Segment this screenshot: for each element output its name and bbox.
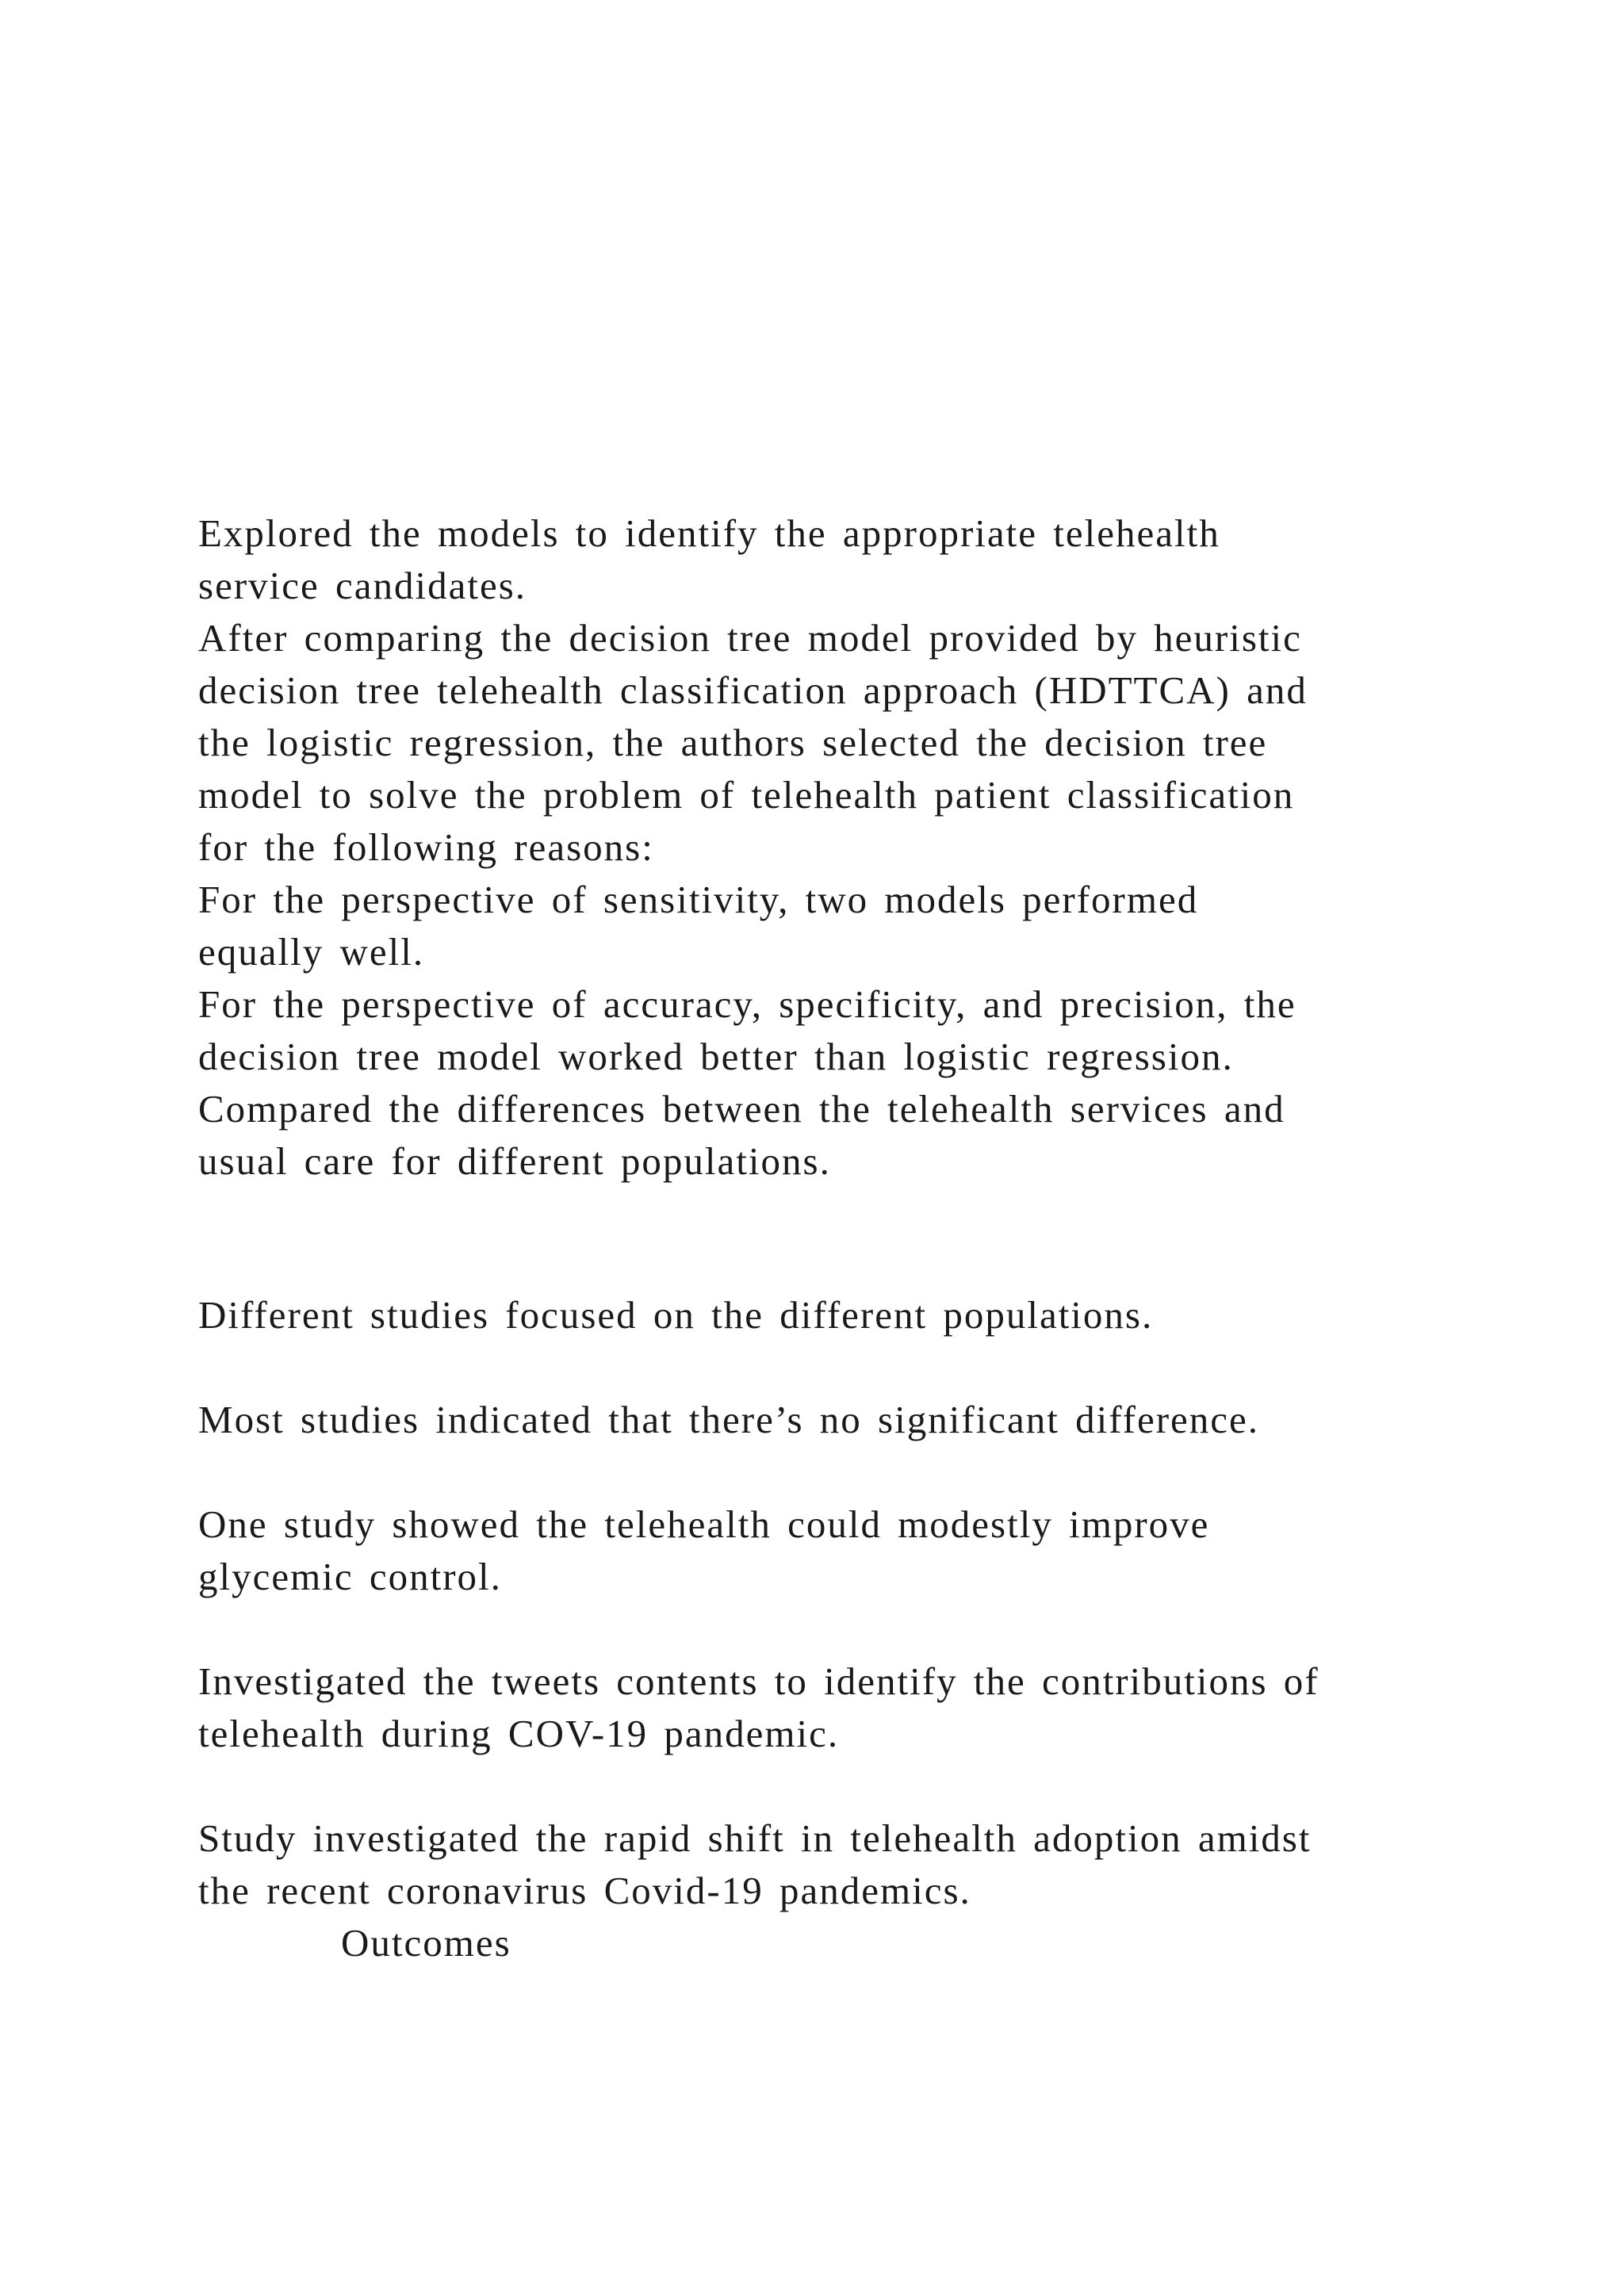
text-line: decision tree telehealth classification approach (HDTTCA) and — [198, 668, 1308, 712]
text-line: Explored the models to identify the appropriate telehealth — [198, 511, 1220, 555]
text-line: equally well. — [198, 930, 425, 974]
text-line: For the perspective of accuracy, specificity, and precision, the — [198, 982, 1297, 1026]
text-line: After comparing the decision tree model provided by heuristic — [198, 616, 1302, 660]
paragraph-glycemic-line: One study showed the telehealth could modestly improve — [198, 1502, 1210, 1546]
paragraph-spacer — [198, 1341, 1546, 1394]
text-line: Compared the differences between the telehealth services and — [198, 1087, 1285, 1131]
paragraph-covid-line: the recent coronavirus Covid-19 pandemics. — [198, 1869, 971, 1912]
text-line: decision tree model worked better than logistic regression. — [198, 1035, 1234, 1078]
paragraph-spacer — [198, 1760, 1546, 1812]
text-line: model to solve the problem of telehealth patient classification — [198, 773, 1295, 817]
text-line: service candidates. — [198, 564, 527, 607]
outcomes-heading: Outcomes — [341, 1921, 511, 1965]
text-section-findings — [198, 1289, 1546, 1969]
paragraph-glycemic-line: glycemic control. — [198, 1555, 502, 1598]
text-line: for the following reasons: — [198, 825, 654, 869]
paragraph-no-difference: Most studies indicated that there’s no significant difference. — [198, 1398, 1260, 1441]
paragraph-tweets-line: Investigated the tweets contents to identify the contributions of — [198, 1659, 1320, 1703]
text-line: For the perspective of sensitivity, two models performed — [198, 878, 1199, 921]
paragraph-covid-line: Study investigated the rapid shift in telehealth adoption amidst — [198, 1816, 1312, 1860]
paragraph-spacer — [198, 1603, 1546, 1655]
text-line: the logistic regression, the authors selected the decision tree — [198, 721, 1268, 764]
paragraph-tweets-line: telehealth during COV-19 pandemic. — [198, 1712, 840, 1755]
paragraph-populations: Different studies focused on the different populations. — [198, 1293, 1154, 1337]
text-section-models — [198, 507, 1546, 1188]
text-line: usual care for different populations. — [198, 1139, 831, 1183]
paragraph-spacer — [198, 1446, 1546, 1498]
